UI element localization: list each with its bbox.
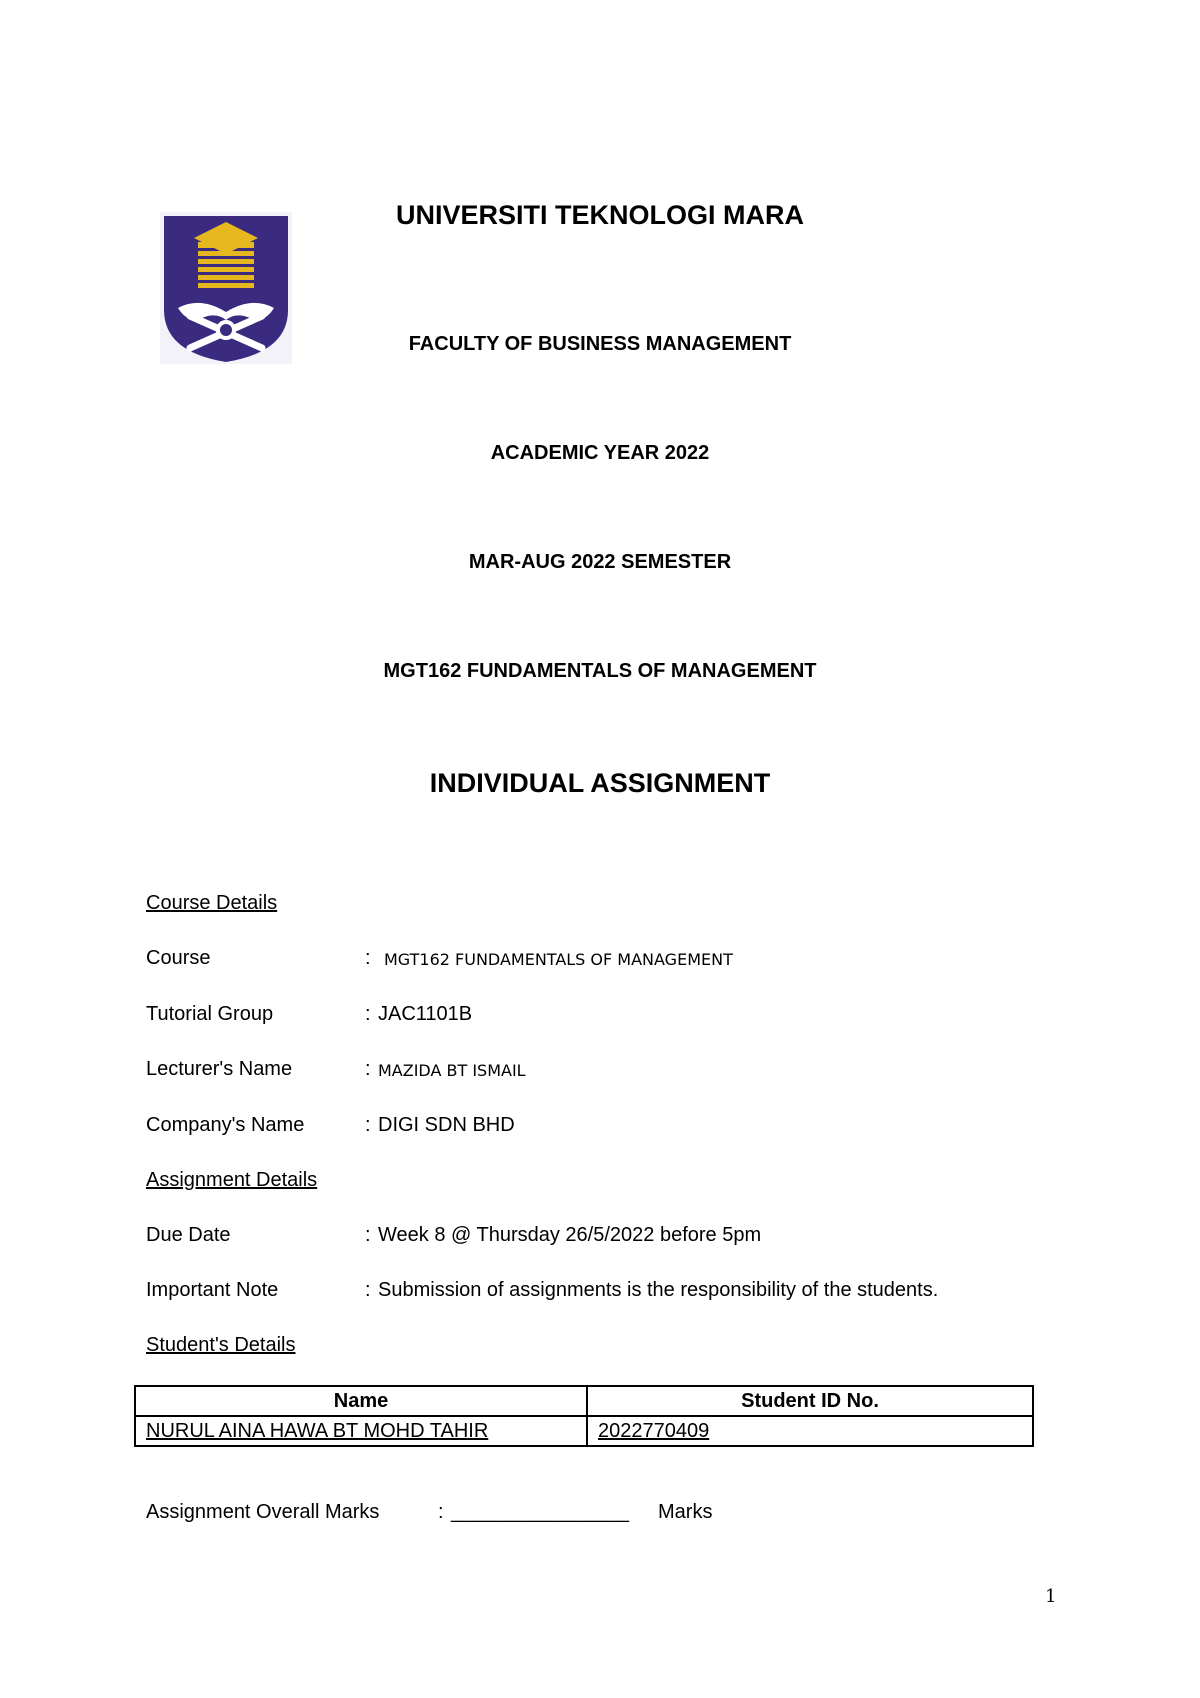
uitm-logo [160, 212, 292, 364]
important-note-label: Important Note [146, 1279, 279, 1301]
university-name: UNIVERSITI TEKNOLOGI MARA [395, 200, 804, 230]
faculty-name: FACULTY OF BUSINESS MANAGEMENT [408, 333, 792, 355]
assignment-details-heading: Assignment Details [146, 1169, 318, 1191]
page-number: 1 [1045, 1586, 1057, 1607]
semester: MAR-AUG 2022 SEMESTER [468, 551, 732, 573]
course-label: Course [146, 947, 211, 969]
student-name-cell: NURUL AINA HAWA BT MOHD TAHIR [135, 1416, 587, 1446]
overall-marks-blank: ________________ [451, 1501, 629, 1523]
important-note-value: Submission of assignments is the responsibility of the students. [378, 1279, 939, 1301]
tutorial-group-label: Tutorial Group [146, 1003, 274, 1025]
tutorial-group-value: JAC1101B [378, 1003, 473, 1025]
course-title: MGT162 FUNDAMENTALS OF MANAGEMENT [383, 660, 817, 682]
student-id-column-header: Student ID No. [587, 1386, 1033, 1416]
lecturer-value: MAZIDA BT ISMAIL [378, 1061, 526, 1080]
course-sep: : [365, 947, 371, 969]
student-details-heading: Student's Details [146, 1334, 296, 1356]
tutorial-group-sep: : [365, 1003, 371, 1025]
table-header-row [135, 1386, 1033, 1416]
lecturer-label: Lecturer's Name [146, 1058, 293, 1080]
due-date-sep: : [365, 1224, 371, 1246]
assignment-type: INDIVIDUAL ASSIGNMENT [429, 768, 771, 798]
academic-year: ACADEMIC YEAR 2022 [490, 442, 710, 464]
lecturer-sep: : [365, 1058, 371, 1080]
overall-marks-label: Assignment Overall Marks [146, 1501, 380, 1523]
uitm-crest-icon [160, 212, 292, 364]
table-row [135, 1416, 1033, 1446]
company-value: DIGI SDN BHD [378, 1114, 515, 1136]
course-value: MGT162 FUNDAMENTALS OF MANAGEMENT [384, 950, 733, 969]
student-id-cell: 2022770409 [587, 1416, 1033, 1446]
overall-marks-unit: Marks [658, 1501, 713, 1523]
overall-marks-sep: : [438, 1501, 444, 1523]
overall-marks-row [146, 1501, 713, 1524]
company-label: Company's Name [146, 1114, 305, 1136]
student-table [134, 1385, 1034, 1447]
course-details-heading: Course Details [146, 892, 278, 914]
company-sep: : [365, 1114, 371, 1136]
due-date-value: Week 8 @ Thursday 26/5/2022 before 5pm [378, 1224, 762, 1246]
due-date-label: Due Date [146, 1224, 231, 1246]
important-note-sep: : [365, 1279, 371, 1301]
name-column-header: Name [135, 1386, 587, 1416]
